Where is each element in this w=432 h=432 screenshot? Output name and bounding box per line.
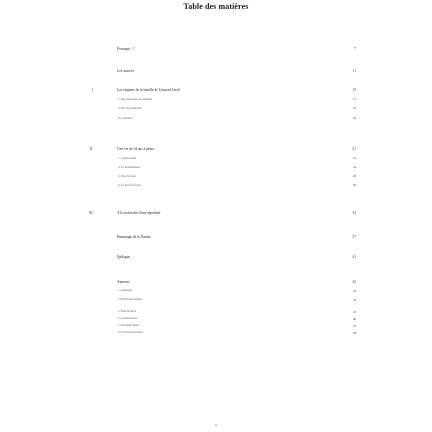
toc-annex-3: 3. Fiche de décès: [118, 310, 136, 313]
toc-page-annex-5: 47: [353, 324, 356, 328]
toc-sub-2-1: 1. L'entre-deux: [118, 156, 137, 160]
toc-page-chapter-1: 15: [352, 88, 356, 92]
chapter-numeral-1: I.: [92, 88, 95, 92]
toc-annex-2: 2. Extraits des registres: [118, 298, 143, 301]
page-number-footer: 5: [215, 423, 217, 427]
toc-sub-1-1: 1. Du grand-père au bisaïeul: [118, 97, 153, 101]
toc-sub-1-2: 2. Du côté maternel: [118, 106, 142, 110]
toc-page-hommage: 37: [352, 235, 356, 239]
toc-annex-1: 1. Généalogie: [118, 289, 133, 292]
toc-page-sub-2-1: 21: [353, 156, 356, 160]
toc-page-annexes: 43: [352, 280, 356, 284]
toc-annex-6: 6. Liste des illustrations: [118, 331, 143, 334]
toc-page-sub-2-2: 24: [353, 165, 356, 169]
toc-page-sub-1-3: 18: [353, 116, 356, 120]
toc-chapter-3: A la recherche d'une sépulture: [117, 211, 161, 215]
toc-page-chapter-2: 21: [352, 147, 356, 151]
toc-page-sources: 11: [352, 69, 356, 73]
toc-sub-1-3: 3. L'enfance: [118, 116, 133, 120]
toc-page-annex-2: 44: [353, 298, 356, 302]
chapter-numeral-3: III.: [89, 211, 94, 215]
toc-annex-5: 5. Documents divers: [118, 324, 140, 327]
toc-page-annex-6: 48: [353, 331, 356, 335]
toc-annex-4: 4. Correspondance: [118, 317, 138, 320]
page-title: Table des matières: [183, 2, 249, 11]
toc-page-epilogue: 41: [352, 255, 356, 259]
chapter-numeral-2: II.: [90, 147, 94, 151]
toc-page-sub-1-2: 16: [353, 106, 356, 110]
toc-page-chapter-3: 33: [352, 211, 356, 215]
toc-sub-2-4: 4. La mort au front: [118, 183, 141, 187]
toc-page-pourquoi: 7: [354, 47, 356, 51]
toc-page-annex-1: 43: [353, 289, 356, 293]
toc-sub-2-3: 3. Vers le front: [118, 174, 136, 178]
toc-page-sub-2-4: 29: [353, 183, 356, 187]
toc-entry-epilogue: Epilogue...: [117, 255, 133, 259]
toc-entry-pourquoi: Pourquoi...?: [117, 47, 135, 51]
toc-chapter-1: Les origines de la famille de Léonard Leick: [117, 88, 180, 92]
toc-entry-hommage: Hommage de la Nation: [117, 235, 151, 239]
toc-page-sub-1-1: 15: [353, 97, 356, 101]
toc-page-sub-2-3: 26: [353, 174, 356, 178]
toc-entry-sources: Les sources: [117, 69, 134, 73]
toc-chapter-2: Une vie de 34 ans à peine...: [117, 147, 157, 151]
toc-entry-annexes: Annexes: [117, 280, 130, 284]
toc-page-annex-4: 46: [353, 317, 356, 321]
toc-sub-2-2: 2. La mobilisation: [118, 165, 140, 169]
toc-page-annex-3: 45: [353, 310, 356, 314]
